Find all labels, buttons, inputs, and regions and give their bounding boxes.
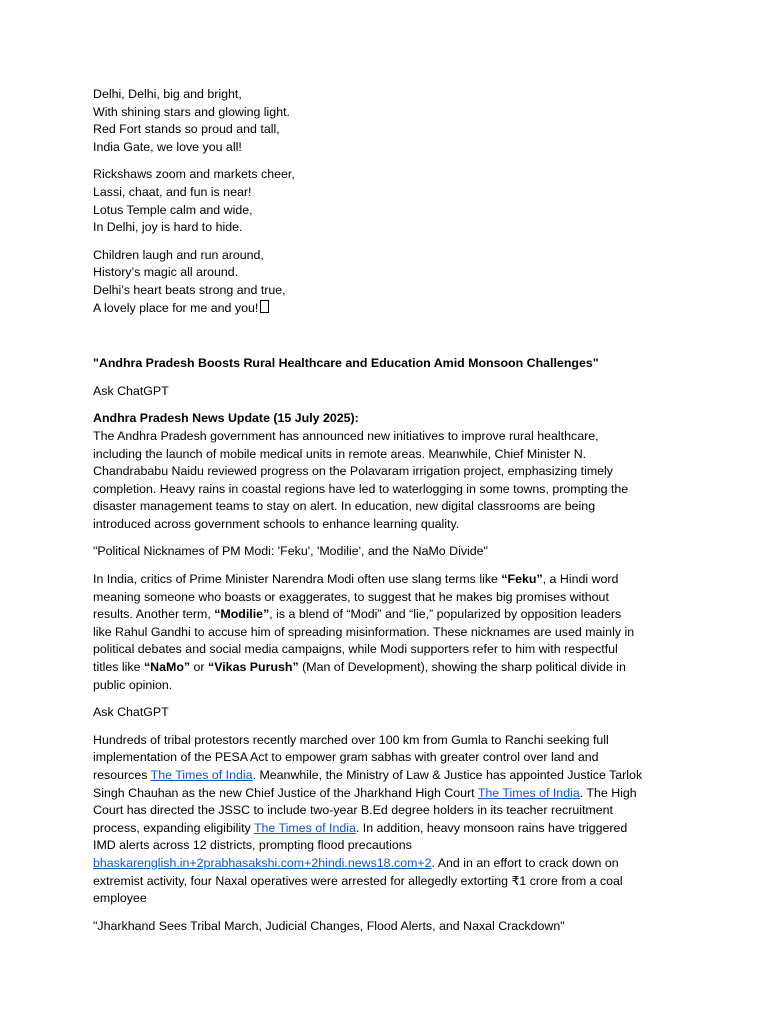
bold-term-feku: “Feku”: [501, 572, 543, 587]
poem-line: History’s magic all around.: [93, 265, 239, 280]
poem-line: India Gate, we love you all!: [93, 139, 242, 154]
bold-term-namo: “NaMo”: [143, 660, 191, 675]
text-run: , a Hindi word: [542, 572, 619, 587]
ap-line: including the launch of mobile medical units in remote areas. Meanwhile, Chief Minister N.: [93, 446, 587, 461]
poem-line: Lotus Temple calm and wide,: [93, 202, 253, 217]
jh-line: IMD alerts across 12 districts, prompting flood precautions: [93, 838, 412, 853]
jh-line: Hundreds of tribal protestors recently marched over 100 km from Gumla to Ranchi seeking full: [93, 732, 609, 747]
text-run: , is a blend of “Modi” and “lie,” popularized by opposition leaders: [269, 607, 622, 622]
modi-paragraph: [93, 571, 673, 694]
modi-line: political debates and social media campaigns, while Modi supporters refer to him with respectful: [93, 642, 618, 657]
times-of-india-link-2[interactable]: The Times of India: [477, 785, 580, 800]
bold-term-vikas-purush: “Vikas Purush”: [208, 660, 299, 675]
jh-line: Court has directed the JSSC to include two-year B.Ed degree holders in its teacher recruitment: [93, 803, 613, 818]
text-run: process, expanding eligibility: [93, 820, 254, 835]
spacer: [93, 327, 673, 355]
ap-headline: "Andhra Pradesh Boosts Rural Healthcare and Education Amid Monsoon Challenges": [93, 356, 599, 371]
ap-line: completion. Heavy rains in coastal regions have led to waterlogging in some towns, prompting the: [93, 481, 629, 496]
poem-line: Delhi’s heart beats strong and true,: [93, 282, 286, 297]
modi-line: [93, 606, 673, 624]
poem-line: Red Fort stands so proud and tall,: [93, 122, 280, 137]
ask-chatgpt-1: Ask ChatGPT: [93, 383, 169, 398]
ask-chatgpt-2: Ask ChatGPT: [93, 705, 169, 720]
ap-line: Chandrababu Naidu reviewed progress on the Polavaram irrigation project, emphasizing timely: [93, 464, 613, 479]
text-run: In India, critics of Prime Minister Narendra Modi often use slang terms like: [93, 572, 502, 587]
modi-line: meaning someone who boasts or exaggerates, to suggest that he makes big promises without: [93, 589, 609, 604]
poem-stanza-1: [93, 86, 673, 156]
ap-line: disaster management teams to stay on alert. In education, new digital classrooms are being: [93, 499, 596, 514]
ap-line: introduced across government schools to enhance learning quality.: [93, 516, 460, 531]
times-of-india-link-3[interactable]: The Times of India: [253, 820, 356, 835]
poem-line: Lassi, chaat, and fun is near!: [93, 184, 252, 199]
ap-update-title: Andhra Pradesh News Update (15 July 2025):: [93, 411, 359, 426]
poem-stanza-2: [93, 166, 673, 236]
document-body: [93, 86, 673, 945]
modi-line: public opinion.: [93, 677, 173, 692]
poem-line-text: A lovely place for me and you!: [93, 300, 259, 315]
jh-line: [93, 820, 673, 838]
text-run: (Man of Development), showing the sharp political divide in: [298, 660, 626, 675]
text-run: . In addition, heavy monsoon rains have triggered: [355, 820, 628, 835]
text-run: Singh Chauhan as the new Chief Justice of the Jharkhand High Court: [93, 785, 478, 800]
jh-line: [93, 855, 673, 873]
poem-line: In Delhi, joy is hard to hide.: [93, 220, 243, 235]
poem-line: Rickshaws zoom and markets cheer,: [93, 167, 295, 182]
text-run: results. Another term,: [93, 607, 215, 622]
poem-line: Delhi, Delhi, big and bright,: [93, 87, 242, 101]
modi-line: like Rahul Gandhi to accuse him of spreading misinformation. These nicknames are used mainly in: [93, 624, 635, 639]
text-run: . Meanwhile, the Ministry of Law & Justice has appointed Justice Tarlok: [252, 768, 643, 782]
jh-line: [93, 767, 673, 785]
jharkhand-paragraph: [93, 732, 673, 908]
jharkhand-headline: "Jharkhand Sees Tribal March, Judicial Changes, Flood Alerts, and Naxal Crackdown": [93, 918, 565, 933]
ap-line: The Andhra Pradesh government has announced new initiatives to improve rural healthcare,: [93, 428, 599, 443]
modi-line: [93, 571, 673, 589]
modi-headline: "Political Nicknames of PM Modi: 'Feku', 'Modilie', and the NaMo Divide": [93, 544, 488, 559]
text-run: or: [190, 660, 208, 675]
times-of-india-link-1[interactable]: The Times of India: [150, 768, 253, 782]
text-run: resources: [93, 768, 151, 782]
text-run: titles like: [93, 660, 144, 675]
modi-line: [93, 659, 673, 677]
text-run: . The High: [579, 785, 637, 800]
jh-line: extremist activity, four Naxal operatives were arrested for allegedly extorting ₹1 crore from a coal: [93, 873, 623, 888]
text-run: . And in an effort to crack down on: [431, 855, 619, 870]
ap-update-paragraph: [93, 410, 673, 533]
jh-line: employee: [93, 891, 147, 906]
bold-term-modilie: “Modilie”: [214, 607, 270, 622]
jh-line: implementation of the PESA Act to empower gram sabhas with greater control over land and: [93, 750, 599, 765]
poem-line-last: [93, 300, 673, 318]
missing-glyph-icon: [260, 300, 269, 313]
news-sources-link[interactable]: bhaskarenglish.in+2prabhasakshi.com+2hindi.news18.com+2: [93, 855, 432, 870]
poem-line: With shining stars and glowing light.: [93, 104, 290, 119]
poem-line: Children laugh and run around,: [93, 247, 264, 262]
jh-line: [93, 785, 673, 803]
poem-stanza-3: [93, 247, 673, 317]
